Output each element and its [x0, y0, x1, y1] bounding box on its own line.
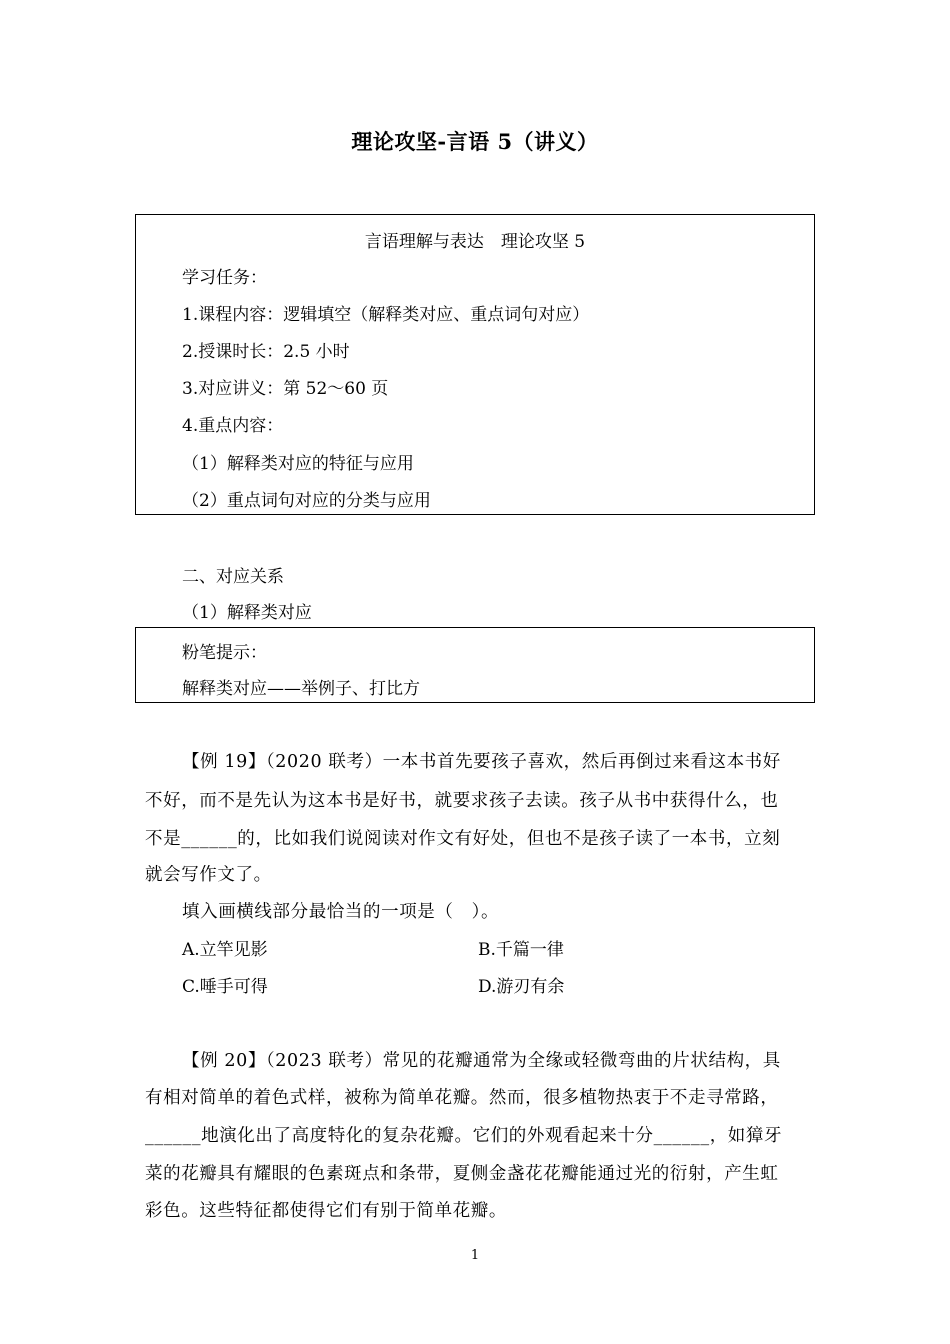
tip-content: 解释类对应——举例子、打比方 — [182, 679, 420, 699]
example19-line-2: 不好，而不是先认为这本书是好书，就要求孩子去读。孩子从书中获得什么，也 — [145, 791, 779, 811]
example19-line-4: 就会写作文了。 — [145, 865, 272, 885]
task-line-pages: 3.对应讲义：第 52～60 页 — [182, 379, 389, 399]
option-d: D.游刃有余 — [478, 977, 565, 997]
task-line-duration: 2.授课时长：2.5 小时 — [182, 342, 350, 362]
example20-line-5: 彩色。这些特征都使得它们有别于简单花瓣。 — [145, 1201, 507, 1221]
task-label: 学习任务： — [182, 268, 267, 288]
task-line-course: 1.课程内容：逻辑填空（解释类对应、重点词句对应） — [182, 305, 590, 325]
example19-question: 填入画横线部分最恰当的一项是（ ）。 — [182, 902, 500, 922]
section-subheading: （1）解释类对应 — [182, 603, 312, 623]
example20-line-4: 菜的花瓣具有耀眼的色素斑点和条带，夏侧金盏花花瓣能通过光的衍射，产生虹 — [145, 1164, 779, 1184]
task-line-key: 4.重点内容： — [182, 416, 284, 436]
example20-line-2: 有相对简单的着色式样，被称为简单花瓣。然而，很多植物热衷于不走寻常路， — [145, 1088, 779, 1108]
task-line-key-2: （2）重点词句对应的分类与应用 — [182, 491, 431, 511]
option-a: A.立竿见影 — [182, 940, 268, 960]
example19-line-1: 【例 19】（2020 联考）一本书首先要孩子喜欢，然后再倒过来看这本书好 — [182, 752, 781, 772]
option-b: B.千篇一律 — [478, 940, 564, 960]
tip-box — [135, 627, 815, 703]
box-heading: 言语理解与表达 理论攻坚 5 — [364, 232, 586, 252]
task-line-key-1: （1）解释类对应的特征与应用 — [182, 454, 414, 474]
page-number: 1 — [470, 1248, 480, 1263]
section-heading: 二、对应关系 — [182, 567, 284, 587]
page-title: 理论攻坚-言语 5（讲义） — [351, 129, 599, 154]
learning-task-box — [135, 214, 815, 515]
tip-label: 粉笔提示： — [182, 643, 267, 663]
example20-line-3: ______地演化出了高度特化的复杂花瓣。它们的外观看起来十分______，如獐牙 — [145, 1126, 783, 1146]
example20-line-1: 【例 20】（2023 联考）常见的花瓣通常为全缘或轻微弯曲的片状结构，具 — [182, 1051, 781, 1071]
option-c: C.唾手可得 — [182, 977, 268, 997]
example19-line-3: 不是______的，比如我们说阅读对作文有好处，但也不是孩子读了一本书，立刻 — [145, 829, 781, 849]
